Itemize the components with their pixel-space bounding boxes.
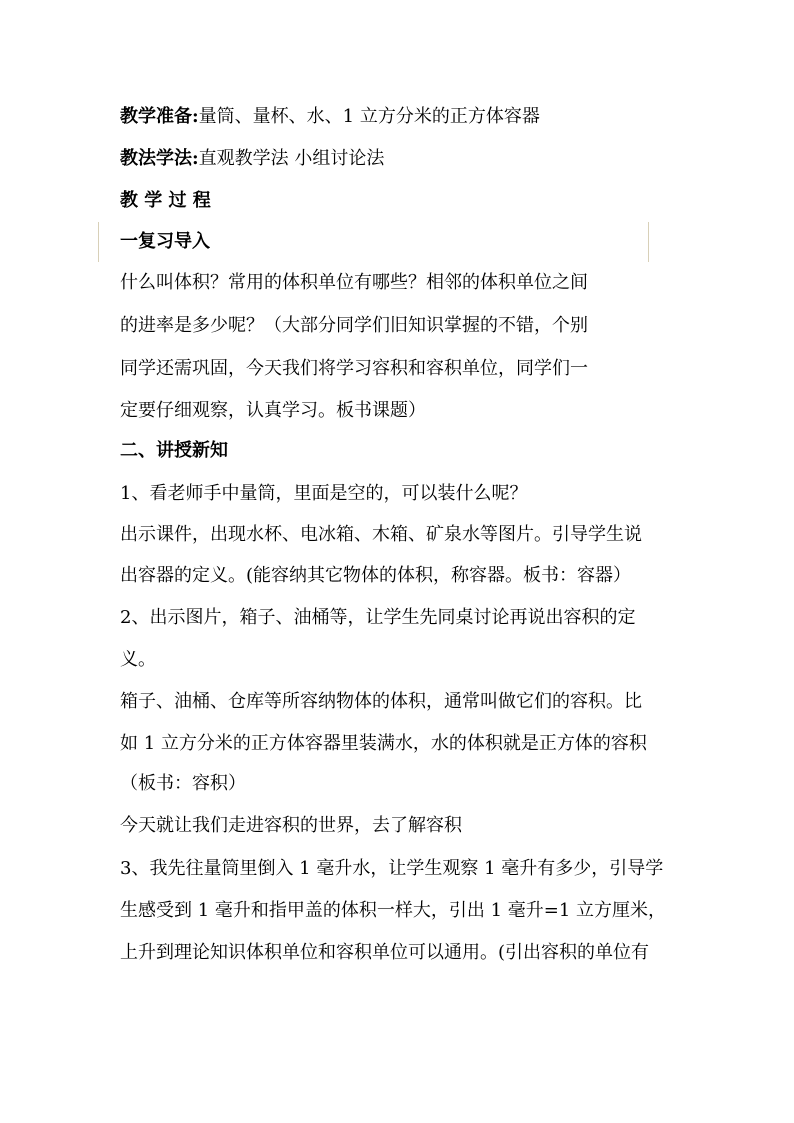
- teaching-preparation: [120, 104, 540, 130]
- review-paragraph-line: 定要仔细观察，认真学习。板书课题）: [120, 400, 426, 421]
- teaching-preparation-text: 量筒、量杯、水、1 立方分米的正方体容器: [198, 106, 540, 127]
- review-paragraph-line: 同学还需巩固，今天我们将学习容积和容积单位，同学们一: [120, 358, 588, 379]
- teaching-preparation-label: 教学准备:: [120, 106, 199, 127]
- body-line: 义。: [120, 649, 156, 670]
- section-new-knowledge-heading: 二、讲授新知: [120, 440, 228, 461]
- teaching-method-label: 教法学法:: [120, 148, 199, 169]
- margin-mark-left: [98, 222, 99, 262]
- body-line: 出容器的定义。(能容纳其它物体的体积，称容器。板书：容器）: [120, 565, 632, 586]
- teaching-method: [120, 146, 384, 172]
- body-line: 3、我先往量筒里倒入 1 毫升水，让学生观察 1 毫升有多少，引导学: [120, 858, 664, 879]
- section-review-heading: 一复习导入: [120, 231, 210, 252]
- body-line: 今天就让我们走进容积的世界，去了解容积: [120, 815, 462, 836]
- process-heading: 教 学 过 程: [120, 190, 211, 211]
- body-line: 上升到理论知识体积单位和容积单位可以通用。(引出容积的单位有: [120, 942, 650, 963]
- review-paragraph-line: 的进率是多少呢？（大部分同学们旧知识掌握的不错，个别: [120, 315, 588, 336]
- body-line: 出示课件，出现水杯、电冰箱、木箱、矿泉水等图片。引导学生说: [120, 524, 642, 545]
- body-line: 如 1 立方分米的正方体容器里装满水，水的体积就是正方体的容积: [120, 733, 647, 754]
- body-line: 生感受到 1 毫升和指甲盖的体积一样大，引出 1 毫升=1 立方厘米，: [120, 900, 667, 921]
- review-paragraph-line: 什么叫体积？常用的体积单位有哪些？相邻的体积单位之间: [120, 272, 588, 293]
- body-line: 2、出示图片，箱子、油桶等，让学生先同桌讨论再说出容积的定: [120, 607, 636, 628]
- body-line: （板书：容积）: [120, 773, 246, 794]
- body-line: 1、看老师手中量筒，里面是空的，可以装什么呢？: [120, 483, 528, 504]
- margin-mark-right: [648, 222, 649, 262]
- body-line: 箱子、油桶、仓库等所容纳物体的体积，通常叫做它们的容积。比: [120, 691, 642, 712]
- teaching-method-text: 直观教学法 小组讨论法: [198, 148, 385, 169]
